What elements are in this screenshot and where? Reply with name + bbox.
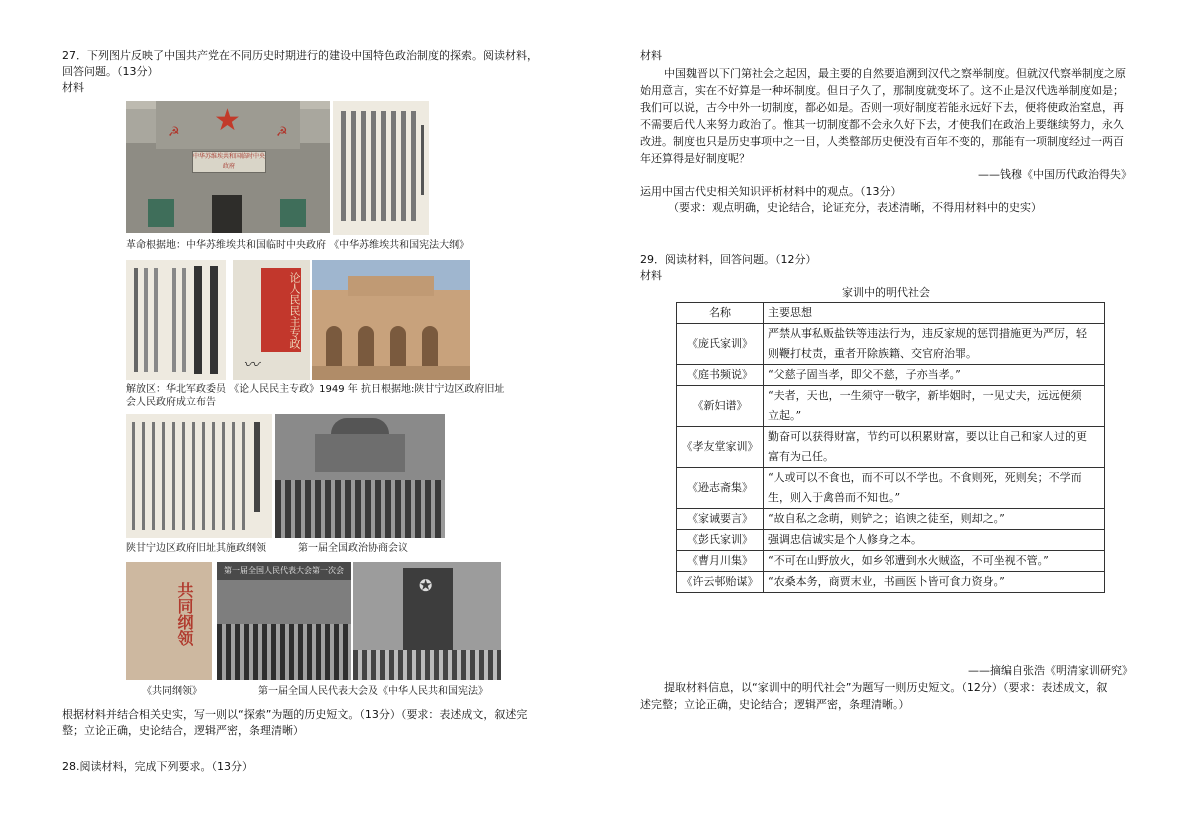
q29-prompt: 29．阅读材料，回答问题。（12分）: [640, 253, 817, 266]
row-idea-line: “人或可以不食也，而不可以不学也。不食则死，死则矣；不学而: [768, 471, 1082, 484]
q27-material-label: 材料: [62, 81, 84, 94]
table-row: [677, 572, 1105, 593]
row-idea-line: “农桑本务，商贾末业，书画医卜皆可食力资身。”: [768, 575, 1005, 588]
row-idea-line: 严禁从事私贩盐铁等违法行为，违反家规的惩罚措施更为严厉，轻: [768, 327, 1087, 340]
row-name: 《曹月川集》: [677, 551, 764, 572]
row-idea-line: “父慈子固当孝，即父不慈，子亦当孝。”: [768, 368, 961, 381]
q27-prompt-line2: 回答问题。（13分）: [62, 65, 159, 78]
window: [280, 199, 306, 227]
family-instructions-table: [676, 302, 1105, 593]
row-idea: [764, 509, 1105, 530]
row-name: 《家诫要言》: [677, 509, 764, 530]
doorway: [212, 195, 242, 233]
caption-row2-line1: 解放区：华北军政委员 《论人民民主专政》1949 年 抗日根据地:陕甘宁边区政府旧址: [126, 384, 505, 395]
government-signboard: 中华苏维埃共和国临时中央政府: [192, 151, 266, 173]
north-china-proclamation-document: [126, 260, 226, 380]
soviet-government-building-photo: [126, 101, 330, 233]
hammer-sickle-icon: ☭: [276, 125, 288, 140]
row-idea-line: 生，则入于禽兽而不知也。”: [768, 491, 901, 504]
row-name: 《庞氏家训》: [677, 324, 764, 365]
q28-material-label: 材料: [640, 49, 662, 62]
caption-row4b: 第一届全国人民代表大会及《中华人民共和国宪法》: [258, 686, 488, 697]
window: [148, 199, 174, 227]
q28-requirement: （要求：观点明确，史论结合，论证充分，表述清晰，不得用材料中的史实）: [668, 201, 1042, 214]
q29-task-line2: 述完整；立论正确，史论结合；逻辑严密，条理清晰。）: [640, 698, 910, 711]
table-row: [677, 386, 1105, 427]
row-name: 《许云邨贻谋》: [677, 572, 764, 593]
people-democratic-dictatorship-book: [233, 260, 310, 380]
q28-material-line: 我们可以说，古今中外一切制度，都必如是。否则一项好制度若能永远好下去，便将使政治窒息，再: [640, 101, 1124, 114]
row-name: 《新妇谱》: [677, 386, 764, 427]
row-idea-line: 立起。”: [768, 409, 802, 422]
hammer-sickle-icon: ☭: [168, 125, 180, 140]
header-name: 名称: [677, 303, 764, 324]
npc-banner: 第一届全国人民代表大会第一次会: [217, 562, 351, 580]
row-idea: [764, 365, 1105, 386]
q29-material-label: 材料: [640, 269, 662, 282]
row-idea: [764, 572, 1105, 593]
book-title-banner: 论人民民主专政: [261, 268, 301, 352]
administrative-program-document: [126, 414, 272, 538]
first-npc-photo: [217, 562, 351, 680]
row-idea-line: 勤奋可以获得财富，节约可以积累财富，要以让自己和家人过的更: [768, 430, 1087, 443]
cover-title: 共同纲领: [175, 582, 194, 646]
q27-prompt-line1: 27．下列图片反映了中国共产党在不同历史时期进行的建设中国特色政治制度的探索。阅读材料，: [62, 49, 538, 62]
caption-row3a: 陕甘宁边区政府旧址其施政纲领: [126, 543, 266, 554]
header-idea: 主要思想: [764, 303, 1105, 324]
row-idea-line: “故自私之念萌，则铲之；谄谀之徒至，则却之。”: [768, 512, 1005, 525]
row-name: 《逊志斋集》: [677, 468, 764, 509]
row-name: 《孝友堂家训》: [677, 427, 764, 468]
row-name: 《彭氏家训》: [677, 530, 764, 551]
row-name: 《庭书频说》: [677, 365, 764, 386]
signature-scribble: 〰: [243, 355, 260, 374]
q28-material-line: 中国魏晋以下门第社会之起因，最主要的自然要追溯到汉代之察举制度。但就汉代察举制度之原: [664, 67, 1126, 80]
row-idea: [764, 427, 1105, 468]
shaanxi-gansu-ningxia-government-site-photo: [312, 260, 470, 380]
common-program-cover: [126, 562, 212, 680]
constitution-outline-document: [333, 101, 429, 235]
q28-material-line: 始用意言，实在不好算是一种坏制度。但日子久了，那制度就变坏了。这不止是汉代选举制度如是；: [640, 84, 1124, 97]
q28-source: ——钱穆《中国历代政治得失》: [978, 168, 1132, 181]
table-header-row: [677, 303, 1105, 324]
q28-material-line: 年还算得是好制度呢？: [640, 152, 750, 165]
row-idea: [764, 530, 1105, 551]
table-title: 家训中的明代社会: [842, 286, 930, 299]
q27-task-line1: 根据材料并结合相关史实，写一则以“探索”为题的历史短文。（13分）（要求：表述成文，叙述完: [62, 708, 528, 721]
caption-row2-line2: 会人民政府成立布告: [126, 397, 216, 408]
red-star-icon: ★: [214, 103, 241, 138]
first-cppcc-photo: [275, 414, 445, 538]
row-idea-line: 强调忠信诚实是个人修身之本。: [768, 533, 922, 546]
caption-row3b: 第一届全国政治协商会议: [298, 543, 408, 554]
q28-prompt: 28.阅读材料，完成下列要求。（13分）: [62, 760, 253, 773]
q28-material-line: 改进。制度也只是历史事项中之一目，人类整部历史便没有百年不变的，那能有一项制度经过一两百: [640, 135, 1124, 148]
table-row: [677, 365, 1105, 386]
table-row: [677, 468, 1105, 509]
caption-row1: 革命根据地：中华苏维埃共和国临时中央政府 《中华苏维埃共和国宪法大纲》: [126, 240, 470, 251]
q27-task-line2: 整；立论正确，史论结合，逻辑严密，条理清晰）: [62, 724, 304, 737]
row-idea-line: 富有为己任。: [768, 450, 834, 463]
table-row: [677, 509, 1105, 530]
row-idea: [764, 551, 1105, 572]
constitution-parade-photo: [353, 562, 501, 680]
national-emblem-icon: ✪: [419, 576, 433, 595]
row-idea: [764, 386, 1105, 427]
row-idea-line: 则鞭打杖责，重者开除族籍、交官府治罪。: [768, 347, 977, 360]
table-row: [677, 530, 1105, 551]
q29-source: ——摘编自张浩《明清家训研究》: [968, 664, 1133, 677]
q29-task-line1: 提取材料信息，以“家训中的明代社会”为题写一则历史短文。（12分）（要求：表述成文，叙: [664, 681, 1108, 694]
row-idea-line: “不可在山野放火，如乡邻遭到水火贼盗，不可坐视不管。”: [768, 554, 1049, 567]
table-row: [677, 427, 1105, 468]
table-row: [677, 324, 1105, 365]
q28-task: 运用中国古代史相关知识评析材料中的观点。（13分）: [640, 185, 902, 198]
row-idea-line: “夫者，天也，一生须守一敬字，新毕姻时，一见丈夫，远远便须: [768, 389, 1082, 402]
row-idea: [764, 324, 1105, 365]
caption-row4a: 《共同纲领》: [142, 686, 202, 697]
table-row: [677, 551, 1105, 572]
q28-material-line: 不需要后代人来努力政治了。惟其一切制度都不会永久好下去，才使我们在政治上要继续努力，永久: [640, 118, 1124, 131]
row-idea: [764, 468, 1105, 509]
